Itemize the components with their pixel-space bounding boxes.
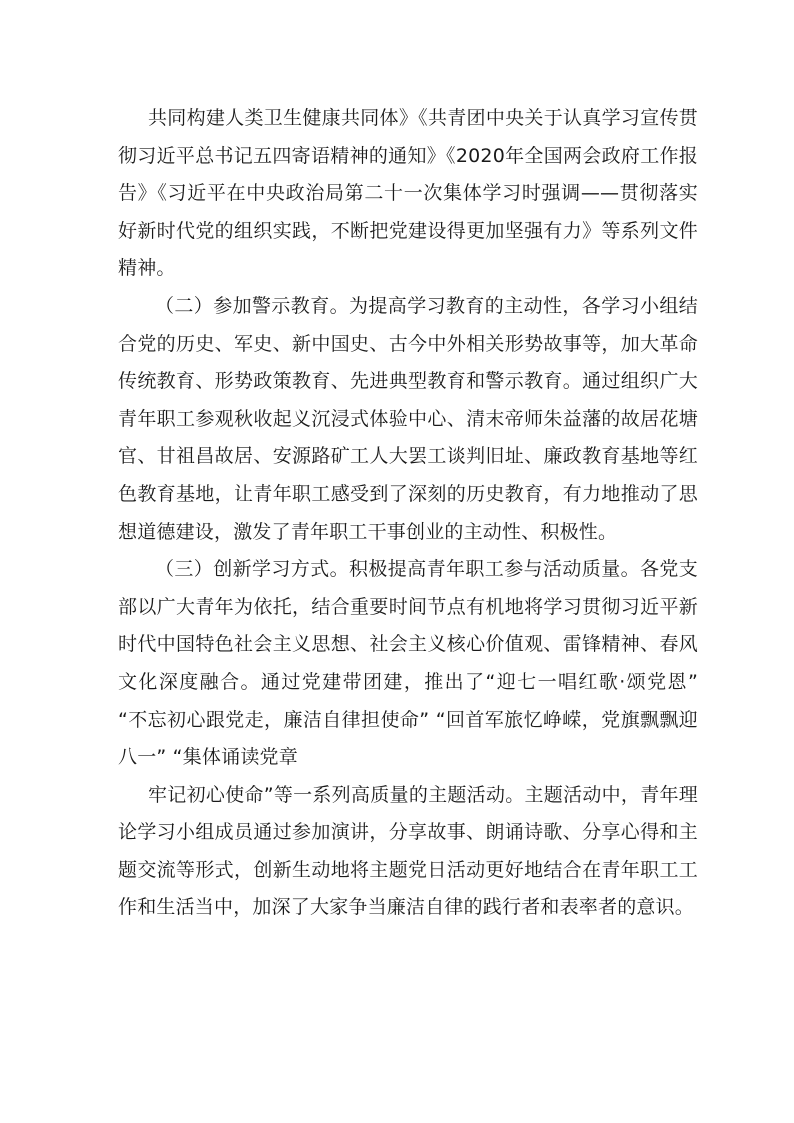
paragraph-theme-activities: 牢记初心使命”等一系列高质量的主题活动。主题活动中，青年理论学习小组成员通过参加演讲，分享故事、朗诵诗歌、分享心得和主题交流等形式，创新生动地将主题党日活动更好地结合在青年职工工作和生活当中，加深了大家争当廉洁自律的践行者和表率者的意识。 — [118, 783, 698, 919]
paragraph-warning-education: （二）参加警示教育。为提高学习教育的主动性，各学习小组结合党的历史、军史、新中国史、古今中外相关形势故事等，加大革命传统教育、形势政策教育、先进典型教育和警示教育。通过组织广大青年职工参观秋收起义沉浸式体验中心、清末帝师朱益藩的故居花塘官、甘祖昌故居、安源路矿工人大罢工谈判旧址、廉政教育基地等红色教育基地，让青年职工感受到了深刻的历史教育，有力地推动了思想道德建设，激发了青年职工干事创业的主动性、积极性。 — [118, 294, 698, 543]
document-body — [118, 100, 698, 927]
paragraph-innovative-study: （三）创新学习方式。积极提高青年职工参与活动质量。各党支部以广大青年为依托，结合重要时间节点有机地将学习贯彻习近平新时代中国特色社会主义思想、社会主义核心价值观、雷锋精神、春风文化深度融合。通过党建带团建，推出了“迎七一唱红歌·颂党恩” “不忘初心跟党走，廉洁自律担使命” “回首军旅忆峥嵘，党旗飘飘迎八一” “集体诵读党章 — [118, 558, 698, 769]
paragraph-document-list: 共同构建人类卫生健康共同体》《共青团中央关于认真学习宣传贯彻习近平总书记五四寄语精神的通知》《2020年全国两会政府工作报告》《习近平在中央政治局第二十一次集体学习时强调——贯彻落实好新时代党的组织实践，不断把党建设得更加坚强有力》等系列文件精神。 — [118, 107, 698, 280]
